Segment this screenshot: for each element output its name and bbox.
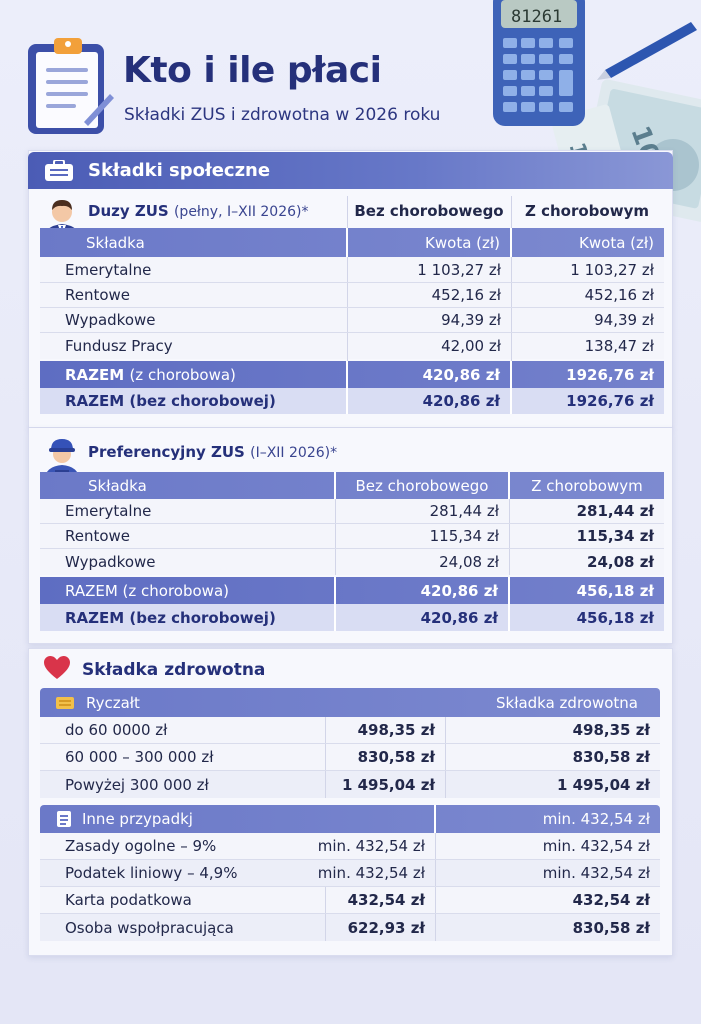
pen-icon [597,22,697,80]
table-row: Zasady ogolne – 9% min. 432,54 zł min. 432,54 zł [40,833,660,860]
big-zus-table-header: Składka Kwota (zł) Kwota (zł) [40,228,664,257]
table-row: Osoba wspołpracująca 622,93 zł 830,58 zł [40,914,660,941]
table-row: Powyżej 300 000 zł 1 495,04 zł 1 495,04 zł [40,771,660,798]
document-icon [56,810,72,828]
pref-zus-sum-row-2: RAZEM (bez chorobowej) 420,86 zł 456,18 zł [40,604,664,631]
social-section-header [28,152,673,189]
pref-zus-title: Preferencyjny ZUS (I–XII 2026)* [88,443,338,461]
svg-text:81261: 81261 [511,7,563,27]
briefcase-icon [44,160,74,182]
big-zus-title: Duzy ZUS (pełny, I–XII 2026)* [88,202,309,220]
table-row: Emerytalne 281,44 zł 281,44 zł [40,499,664,524]
big-zus-col1-header: Bez chorobowego [354,202,504,220]
table-row: Rentowe 452,16 zł 452,16 zł [40,283,664,308]
clipboard-icon [24,34,116,138]
table-row: 60 000 – 300 000 zł 830,58 zł 830,58 zł [40,744,660,771]
pref-zus-table-header: Składka Bez chorobowego Z chorobowym [40,472,664,499]
health-heading: Składka zdrowotna [82,660,266,680]
page-title: Kto i ile płaci [123,50,382,91]
big-zus-sum-row-2: RAZEM (bez chorobowej) 420,86 zł 1926,76 zł [40,388,664,414]
big-zus-sum-row: RAZEM (z chorobowa) 420,86 zł 1926,76 zł [40,361,664,388]
table-row: Wypadkowe 24,08 zł 24,08 zł [40,549,664,575]
table-row: Wypadkowe 94,39 zł 94,39 zł [40,308,664,333]
page-subtitle: Składki ZUS i zdrowotna w 2026 roku [124,105,441,125]
ryczalt-table-header: Ryczałt Składka zdrowotna [40,688,660,717]
social-heading: Składki społeczne [88,160,271,181]
big-zus-col2-header: Z chorobowym [525,202,649,220]
heart-icon [44,656,70,680]
table-row: Rentowe 115,34 zł 115,34 zł [40,524,664,549]
inne-table-header: Inne przypadkj min. 432,54 zł [40,805,660,833]
pref-zus-sum-row: RAZEM (z chorobowa) 420,86 zł 456,18 zł [40,577,664,604]
calculator-icon [493,0,585,126]
coins-icon [54,695,76,711]
table-row: Podatek liniowy – 4,9% min. 432,54 zł min. 432,54 zł [40,860,660,887]
table-row: Emerytalne 1 103,27 zł 1 103,27 zł [40,257,664,283]
table-row: Fundusz Pracy 42,00 zł 138,47 zł [40,333,664,359]
table-row: Karta podatkowa 432,54 zł 432,54 zł [40,887,660,914]
table-row: do 60 0000 zł 498,35 zł 498,35 zł [40,717,660,744]
